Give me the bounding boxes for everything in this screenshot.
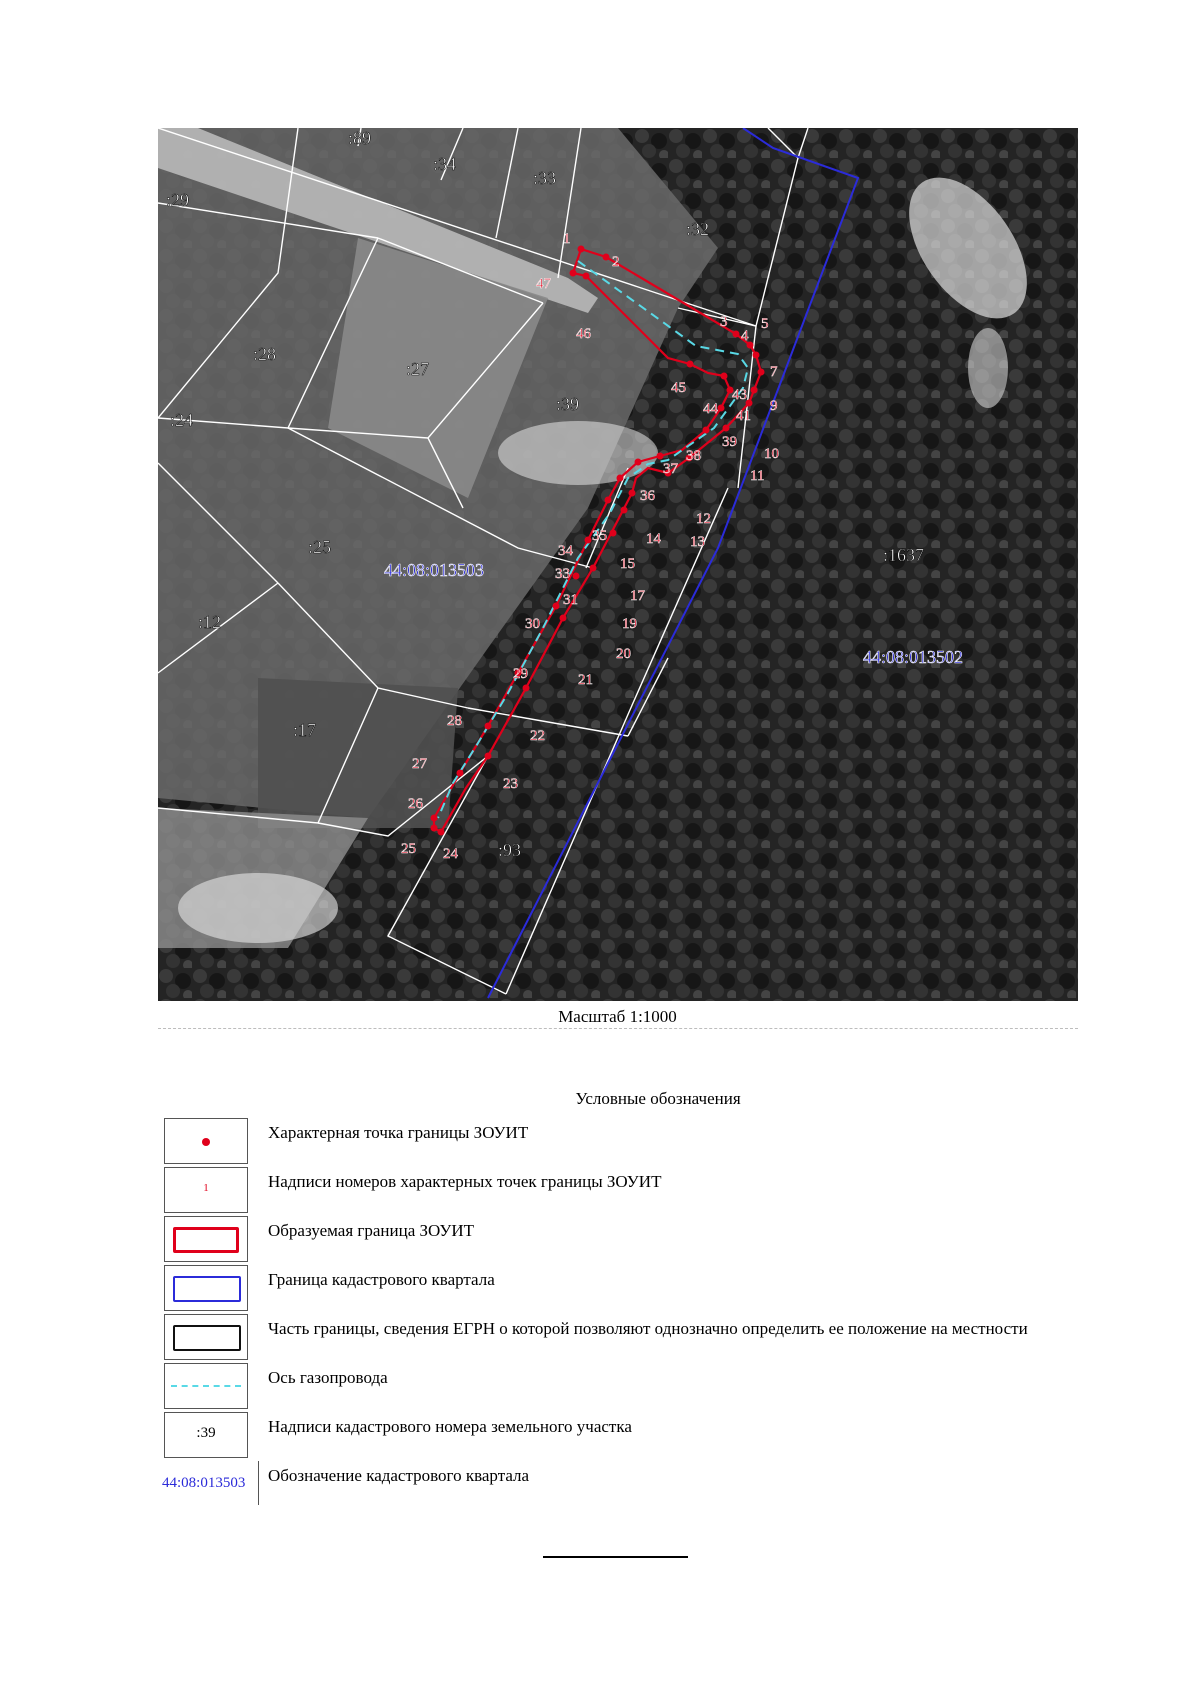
- point-22[interactable]: [523, 685, 530, 692]
- legend-symbol-box: [164, 1363, 248, 1409]
- point-label: 37: [663, 461, 678, 477]
- legend-symbol-box: [164, 1216, 248, 1262]
- legend-symbol-box: [164, 1167, 248, 1213]
- point-label: 13: [690, 534, 705, 550]
- legend-item-quarter-boundary: [164, 1265, 1084, 1311]
- legend-text: Граница кадастрового квартала: [268, 1270, 495, 1289]
- legend-item-point: [164, 1118, 1084, 1164]
- point-3[interactable]: [733, 331, 740, 338]
- point-label: 10: [764, 446, 779, 462]
- scale-divider: [158, 1028, 1078, 1029]
- imagery-snow-ne2: [968, 328, 1008, 408]
- point-label: 12: [696, 511, 711, 527]
- point-20[interactable]: [590, 565, 597, 572]
- point-17[interactable]: [621, 507, 628, 514]
- legend-text: Образуемая граница ЗОУИТ: [268, 1221, 475, 1240]
- point-41[interactable]: [718, 405, 725, 412]
- legend-symbol-box: [164, 1314, 248, 1360]
- point-19[interactable]: [610, 530, 617, 537]
- point-label: 21: [578, 672, 593, 688]
- point-label: 34: [558, 543, 573, 559]
- point-23[interactable]: [485, 753, 492, 760]
- point-33[interactable]: [585, 537, 592, 544]
- point-label: 14: [646, 531, 661, 547]
- point-label: 4: [741, 328, 749, 344]
- legend-symbol-box: [162, 1461, 259, 1505]
- point-label: 15: [620, 556, 635, 572]
- point-label: 26: [408, 796, 423, 812]
- point-label: 29: [513, 666, 528, 682]
- point-label: 41: [736, 408, 751, 424]
- point-label: 19: [622, 616, 637, 632]
- cadastral-map[interactable]: [158, 128, 1078, 1001]
- point-label: 38: [686, 448, 701, 464]
- point-27[interactable]: [457, 770, 464, 777]
- point-label: 11: [750, 468, 765, 484]
- point-35[interactable]: [605, 497, 612, 504]
- point-5[interactable]: [753, 352, 760, 359]
- point-39[interactable]: [703, 427, 710, 434]
- legend-item-zouit-boundary: [164, 1216, 1084, 1262]
- legend-text: Обозначение кадастрового квартала: [268, 1466, 530, 1485]
- point-30[interactable]: [553, 603, 560, 610]
- point-label: 9: [770, 398, 778, 414]
- parcel-label: :93: [498, 840, 522, 860]
- legend-text: Ось газопровода: [268, 1368, 388, 1387]
- parcel-label-sample: :39: [196, 1425, 216, 1441]
- point-number-sample: 1: [203, 1182, 209, 1194]
- red-dot-icon: [202, 1138, 210, 1146]
- quarter-label-sample: 44:08:013503: [162, 1475, 246, 1491]
- point-label: 7: [770, 364, 778, 380]
- parcel-label: :27: [406, 359, 430, 379]
- legend-text: Часть границы, сведения ЕГРН о которой позволяют однозначно определить ее положение на местности: [268, 1319, 1028, 1338]
- quarter-label-013502: 44:08:013502: [863, 647, 964, 667]
- legend-symbol-box: [164, 1265, 248, 1311]
- legend-item-parcel-label: [164, 1412, 1084, 1458]
- parcel-label: :25: [308, 537, 332, 557]
- legend-text: Надписи номеров характерных точек границы ЗОУИТ: [268, 1172, 662, 1191]
- point-37[interactable]: [635, 459, 642, 466]
- point-label: 33: [555, 566, 570, 582]
- map-canvas: [158, 128, 1078, 1001]
- point-label: 39: [722, 434, 737, 450]
- legend-symbol-box: [164, 1118, 248, 1164]
- imagery-snow-bottom: [178, 873, 338, 943]
- point-44[interactable]: [721, 373, 728, 380]
- point-24[interactable]: [438, 829, 445, 836]
- point-label: 20: [616, 646, 631, 662]
- point-28[interactable]: [485, 723, 492, 730]
- point-label: 17: [630, 588, 645, 604]
- point-label: 45: [671, 380, 686, 396]
- point-label: 27: [412, 756, 427, 772]
- parcel-label: :24: [170, 410, 194, 430]
- parcel-label: :33: [533, 168, 557, 188]
- point-7[interactable]: [758, 369, 765, 376]
- point-label: 46: [576, 326, 591, 342]
- parcel-label: :28: [253, 344, 277, 364]
- point-label: 24: [443, 846, 458, 862]
- parcel-label: :34: [433, 154, 457, 174]
- point-label: 3: [720, 314, 728, 330]
- point-38[interactable]: [657, 453, 664, 460]
- quarter-label-013503: 44:08:013503: [384, 560, 485, 580]
- point-label: 28: [447, 713, 462, 729]
- point-2[interactable]: [603, 254, 610, 261]
- point-label: 35: [592, 528, 607, 544]
- point-1[interactable]: [578, 246, 585, 253]
- parcel-label: :17: [293, 720, 317, 740]
- point-label: 5: [761, 316, 769, 332]
- point-45[interactable]: [687, 361, 694, 368]
- point-31[interactable]: [573, 573, 580, 580]
- point-label: 36: [640, 488, 655, 504]
- scale-label: Масштаб 1:1000: [558, 1007, 677, 1026]
- legend-item-egrn-boundary: [164, 1314, 1084, 1360]
- parcel-label: :39: [556, 394, 580, 414]
- point-label: 25: [401, 841, 416, 857]
- parcel-label: :32: [686, 219, 710, 239]
- legend-item-quarter-label: [164, 1461, 1084, 1507]
- point-36[interactable]: [617, 475, 624, 482]
- legend-symbol-box: [164, 1412, 248, 1458]
- legend-item-gas-axis: [164, 1363, 1084, 1409]
- point-label: 43: [732, 387, 747, 403]
- parcel-label: :12: [198, 612, 222, 632]
- point-25[interactable]: [431, 825, 438, 832]
- point-15[interactable]: [629, 490, 636, 497]
- blue-rect-icon: [173, 1276, 241, 1302]
- point-label: 30: [525, 616, 540, 632]
- point-46[interactable]: [583, 273, 590, 280]
- legend-text: Характерная точка границы ЗОУИТ: [268, 1123, 529, 1142]
- point-26[interactable]: [431, 815, 438, 822]
- cyan-dash-icon: [171, 1385, 241, 1387]
- point-label: 31: [563, 592, 578, 608]
- imagery-snow-39: [498, 421, 658, 485]
- point-label: 2: [612, 254, 620, 270]
- legend-text: Надписи кадастрового номера земельного участка: [268, 1417, 632, 1436]
- legend-title: Условные обозначения: [575, 1089, 741, 1108]
- point-11[interactable]: [723, 425, 730, 432]
- parcel-label: :29: [166, 190, 190, 210]
- legend-item-point-number: [164, 1167, 1084, 1213]
- point-label: 22: [530, 728, 545, 744]
- point-21[interactable]: [560, 615, 567, 622]
- parcel-label: :89: [348, 128, 372, 148]
- point-label: 44: [703, 401, 718, 417]
- imagery-yard-17: [258, 678, 458, 828]
- black-rect-icon: [173, 1325, 241, 1351]
- point-label: 47: [536, 276, 551, 292]
- parcel-label: :1637: [883, 545, 925, 565]
- point-label: 23: [503, 776, 518, 792]
- point-9[interactable]: [751, 387, 758, 394]
- point-47[interactable]: [570, 270, 577, 277]
- footer-rule: [543, 1556, 688, 1558]
- red-rect-icon: [173, 1227, 239, 1253]
- point-label: 1: [563, 231, 571, 247]
